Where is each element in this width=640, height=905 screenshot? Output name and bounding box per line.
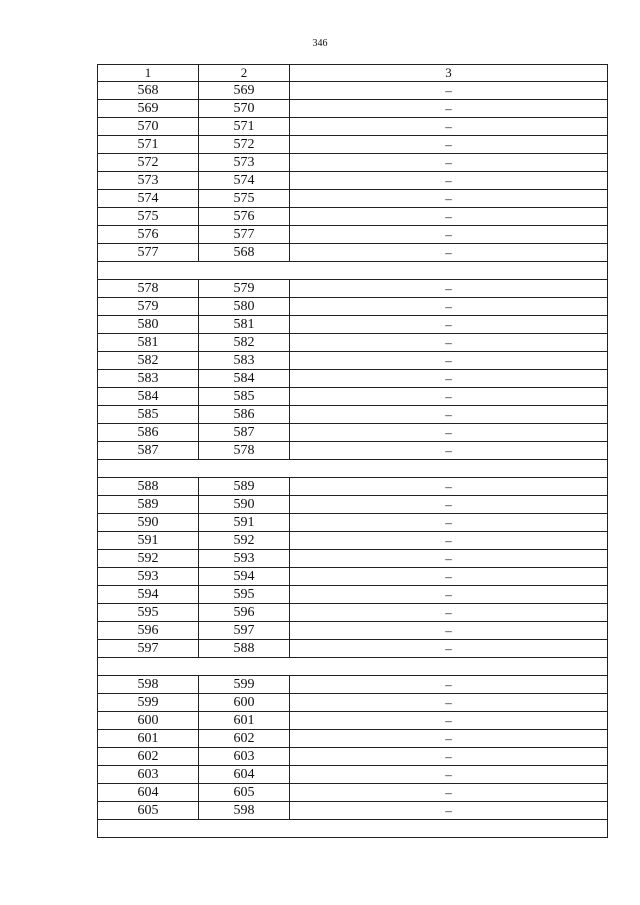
- table-cell-col1: 588: [98, 478, 199, 496]
- table-cell-col3: –: [290, 118, 608, 136]
- table-cell-col3: –: [290, 370, 608, 388]
- table-row: [98, 406, 608, 424]
- table-cell-col1: 589: [98, 496, 199, 514]
- table-cell-col3: –: [290, 532, 608, 550]
- table-header-row: [98, 65, 608, 82]
- table-cell-col2: 586: [199, 406, 290, 424]
- table-cell-col2: 603: [199, 748, 290, 766]
- table-cell-col1: 585: [98, 406, 199, 424]
- table-cell-col3: –: [290, 442, 608, 460]
- table-cell-col2: 575: [199, 190, 290, 208]
- table-cell-col1: 574: [98, 190, 199, 208]
- group-separator-cell: [98, 460, 608, 478]
- table-cell-col2: 579: [199, 280, 290, 298]
- table-cell-col1: 572: [98, 154, 199, 172]
- table-row: [98, 568, 608, 586]
- table-cell-col2: 599: [199, 676, 290, 694]
- table-cell-col3: –: [290, 604, 608, 622]
- table-row: [98, 190, 608, 208]
- table-cell-col3: –: [290, 208, 608, 226]
- table-cell-col3: –: [290, 424, 608, 442]
- table-cell-col2: 581: [199, 316, 290, 334]
- table-cell-col3: –: [290, 82, 608, 100]
- table-cell-col3: –: [290, 676, 608, 694]
- table-row: [98, 712, 608, 730]
- table-cell-col3: –: [290, 748, 608, 766]
- table-cell-col2: 584: [199, 370, 290, 388]
- table-row: [98, 640, 608, 658]
- table-row: [98, 82, 608, 100]
- table-cell-col3: –: [290, 568, 608, 586]
- table-row: [98, 352, 608, 370]
- table-row: [98, 532, 608, 550]
- group-separator-row: [98, 460, 608, 478]
- table-cell-col1: 593: [98, 568, 199, 586]
- table-row: [98, 604, 608, 622]
- table-cell-col2: 577: [199, 226, 290, 244]
- table-cell-col3: –: [290, 640, 608, 658]
- table-cell-col3: –: [290, 406, 608, 424]
- table-cell-col2: 587: [199, 424, 290, 442]
- table-cell-col2: 585: [199, 388, 290, 406]
- table-cell-col2: 570: [199, 100, 290, 118]
- table-cell-col2: 602: [199, 730, 290, 748]
- table-cell-col1: 570: [98, 118, 199, 136]
- table-cell-col3: –: [290, 172, 608, 190]
- table-cell-col1: 579: [98, 298, 199, 316]
- table-row: [98, 478, 608, 496]
- table-cell-col1: 568: [98, 82, 199, 100]
- table-cell-col2: 582: [199, 334, 290, 352]
- table-row: [98, 298, 608, 316]
- table-row: [98, 244, 608, 262]
- table-cell-col3: –: [290, 388, 608, 406]
- data-table: [97, 64, 608, 838]
- table-cell-col2: 604: [199, 766, 290, 784]
- table-cell-col2: 591: [199, 514, 290, 532]
- table-cell-col1: 584: [98, 388, 199, 406]
- table-cell-col3: –: [290, 136, 608, 154]
- table-cell-col1: 602: [98, 748, 199, 766]
- table-cell-col1: 569: [98, 100, 199, 118]
- table-row: [98, 100, 608, 118]
- table-row: [98, 802, 608, 820]
- table-cell-col1: 592: [98, 550, 199, 568]
- table-cell-col2: 589: [199, 478, 290, 496]
- group-separator-cell: [98, 262, 608, 280]
- table-row: [98, 226, 608, 244]
- table-cell-col1: 601: [98, 730, 199, 748]
- table-cell-col2: 569: [199, 82, 290, 100]
- table-row: [98, 496, 608, 514]
- table-cell-col2: 583: [199, 352, 290, 370]
- table-cell-col1: 590: [98, 514, 199, 532]
- table-cell-col1: 581: [98, 334, 199, 352]
- table-cell-col3: –: [290, 514, 608, 532]
- table-row: [98, 118, 608, 136]
- table-cell-col3: –: [290, 316, 608, 334]
- table-row: [98, 676, 608, 694]
- table-cell-col3: –: [290, 298, 608, 316]
- table-cell-col1: 600: [98, 712, 199, 730]
- table-row: [98, 172, 608, 190]
- table-cell-col1: 605: [98, 802, 199, 820]
- table-cell-col1: 576: [98, 226, 199, 244]
- table-row: [98, 388, 608, 406]
- table-cell-col2: 596: [199, 604, 290, 622]
- table-cell-col3: –: [290, 280, 608, 298]
- table-cell-col1: 571: [98, 136, 199, 154]
- table-cell-col1: 597: [98, 640, 199, 658]
- table-cell-col1: 575: [98, 208, 199, 226]
- table-cell-col2: 571: [199, 118, 290, 136]
- table-cell-col3: –: [290, 712, 608, 730]
- group-separator-row: [98, 658, 608, 676]
- table-row: [98, 208, 608, 226]
- table-row: [98, 280, 608, 298]
- table-cell-col2: 597: [199, 622, 290, 640]
- table-cell-col3: –: [290, 244, 608, 262]
- table-cell-col2: 580: [199, 298, 290, 316]
- table-cell-col2: 568: [199, 244, 290, 262]
- table-cell-col2: 605: [199, 784, 290, 802]
- table-cell-col2: 598: [199, 802, 290, 820]
- table-row: [98, 334, 608, 352]
- table-cell-col3: –: [290, 352, 608, 370]
- table-row: [98, 514, 608, 532]
- table-cell-col1: 594: [98, 586, 199, 604]
- column-header-3: 3: [290, 65, 608, 82]
- table-cell-col2: 593: [199, 550, 290, 568]
- table-row: [98, 154, 608, 172]
- table-cell-col2: 588: [199, 640, 290, 658]
- table-cell-col1: 580: [98, 316, 199, 334]
- table-cell-col2: 594: [199, 568, 290, 586]
- table-row: [98, 424, 608, 442]
- table-row: [98, 586, 608, 604]
- table-cell-col1: 577: [98, 244, 199, 262]
- group-separator-cell: [98, 820, 608, 838]
- table-cell-col2: 590: [199, 496, 290, 514]
- table-cell-col2: 600: [199, 694, 290, 712]
- table-row: [98, 694, 608, 712]
- table-cell-col1: 591: [98, 532, 199, 550]
- table-cell-col3: –: [290, 100, 608, 118]
- table-row: [98, 784, 608, 802]
- table-row: [98, 622, 608, 640]
- table-body: [98, 65, 608, 838]
- table-cell-col1: 583: [98, 370, 199, 388]
- table-cell-col3: –: [290, 154, 608, 172]
- table-cell-col2: 601: [199, 712, 290, 730]
- table-cell-col3: –: [290, 496, 608, 514]
- table-row: [98, 370, 608, 388]
- column-header-1: 1: [98, 65, 199, 82]
- table-cell-col1: 578: [98, 280, 199, 298]
- group-separator-cell: [98, 658, 608, 676]
- table-cell-col1: 586: [98, 424, 199, 442]
- table-row: [98, 136, 608, 154]
- table-cell-col3: –: [290, 622, 608, 640]
- table-row: [98, 316, 608, 334]
- table-row: [98, 550, 608, 568]
- table-cell-col1: 603: [98, 766, 199, 784]
- table-cell-col3: –: [290, 694, 608, 712]
- table-cell-col1: 587: [98, 442, 199, 460]
- table-row: [98, 748, 608, 766]
- table-cell-col3: –: [290, 550, 608, 568]
- table-cell-col3: –: [290, 478, 608, 496]
- table-cell-col2: 573: [199, 154, 290, 172]
- group-separator-row: [98, 820, 608, 838]
- table-cell-col3: –: [290, 730, 608, 748]
- table-cell-col3: –: [290, 802, 608, 820]
- page-number: 346: [312, 38, 328, 49]
- table-cell-col2: 572: [199, 136, 290, 154]
- table-cell-col2: 578: [199, 442, 290, 460]
- table-row: [98, 766, 608, 784]
- table-cell-col2: 595: [199, 586, 290, 604]
- table-cell-col1: 599: [98, 694, 199, 712]
- table-cell-col1: 595: [98, 604, 199, 622]
- table-row: [98, 442, 608, 460]
- table-cell-col3: –: [290, 766, 608, 784]
- table-cell-col2: 576: [199, 208, 290, 226]
- table-cell-col2: 574: [199, 172, 290, 190]
- table-cell-col1: 573: [98, 172, 199, 190]
- table-cell-col1: 596: [98, 622, 199, 640]
- table-cell-col2: 592: [199, 532, 290, 550]
- table-cell-col3: –: [290, 226, 608, 244]
- table-cell-col3: –: [290, 784, 608, 802]
- column-header-2: 2: [199, 65, 290, 82]
- table-cell-col3: –: [290, 586, 608, 604]
- table-cell-col1: 604: [98, 784, 199, 802]
- table-cell-col3: –: [290, 334, 608, 352]
- table-cell-col1: 582: [98, 352, 199, 370]
- table-row: [98, 730, 608, 748]
- table-cell-col3: –: [290, 190, 608, 208]
- group-separator-row: [98, 262, 608, 280]
- table-cell-col1: 598: [98, 676, 199, 694]
